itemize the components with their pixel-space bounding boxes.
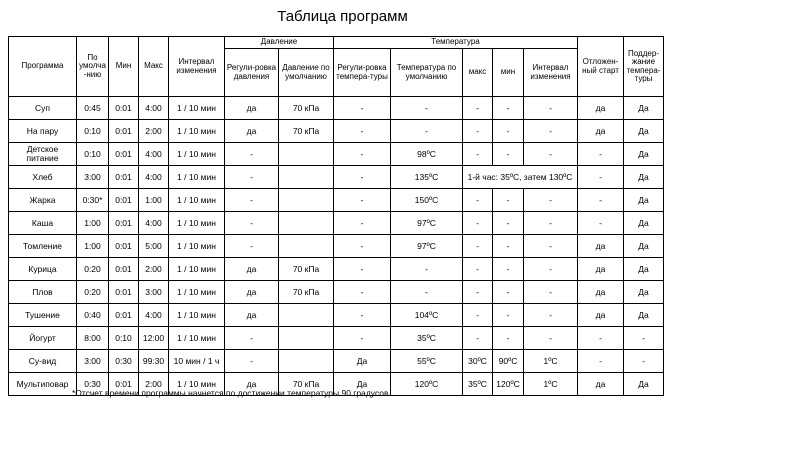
cell-temp-default: 98ºC — [391, 143, 463, 166]
cell-temp-interval: - — [524, 281, 578, 304]
cell-min: 0:01 — [109, 235, 139, 258]
cell-temp-interval: - — [524, 189, 578, 212]
cell-temp-min: - — [493, 120, 524, 143]
cell-delayed-start: да — [578, 373, 624, 396]
cell-max: 2:00 — [139, 120, 169, 143]
cell-keep-warm: - — [624, 350, 664, 373]
cell-delayed-start: - — [578, 350, 624, 373]
cell-min: 0:01 — [109, 281, 139, 304]
cell-max: 4:00 — [139, 304, 169, 327]
cell-min: 0:01 — [109, 212, 139, 235]
header-temp-adjust: Регули-ровка темпера-туры — [334, 49, 391, 97]
table-row — [9, 143, 664, 166]
cell-delayed-start: - — [578, 212, 624, 235]
table-row — [9, 235, 664, 258]
cell-temp-min: - — [493, 304, 524, 327]
cell-pressure-default — [279, 235, 334, 258]
cell-pressure-default — [279, 212, 334, 235]
cell-temp-min: - — [493, 327, 524, 350]
cell-temp-default: 104ºC — [391, 304, 463, 327]
cell-temp-min: - — [493, 212, 524, 235]
cell-pressure-default: 70 кПа — [279, 258, 334, 281]
cell-pressure-default — [279, 189, 334, 212]
cell-pressure-default — [279, 350, 334, 373]
cell-default-time: 0:20 — [77, 258, 109, 281]
cell-keep-warm: Да — [624, 166, 664, 189]
cell-temp-adjust: - — [334, 97, 391, 120]
cell-delayed-start: да — [578, 258, 624, 281]
cell-pressure-adjust: - — [225, 189, 279, 212]
table-row — [9, 166, 664, 189]
cell-temp-default: - — [391, 281, 463, 304]
cell-min: 0:01 — [109, 304, 139, 327]
cell-pressure-default — [279, 166, 334, 189]
cell-interval: 1 / 10 мин — [169, 189, 225, 212]
cell-temp-max: - — [463, 258, 493, 281]
cell-temp-max: 30ºC — [463, 350, 493, 373]
cell-temp-max: - — [463, 212, 493, 235]
table-row — [9, 189, 664, 212]
header-delayed-start: Отложен-ный старт — [578, 37, 624, 97]
cell-pressure-adjust: да — [225, 258, 279, 281]
cell-keep-warm: Да — [624, 258, 664, 281]
cell-min: 0:10 — [109, 327, 139, 350]
header-temp-interval: Интервал изменения — [524, 49, 578, 97]
cell-default-time: 1:00 — [77, 235, 109, 258]
table-row — [9, 327, 664, 350]
cell-temp-adjust: - — [334, 120, 391, 143]
cell-interval: 1 / 10 мин — [169, 304, 225, 327]
cell-max: 4:00 — [139, 97, 169, 120]
cell-program: Детское питание — [9, 143, 77, 166]
cell-interval: 1 / 10 мин — [169, 258, 225, 281]
cell-pressure-default — [279, 304, 334, 327]
header-pressure-default: Давление по умолчанию — [279, 49, 334, 97]
table-row — [9, 212, 664, 235]
cell-delayed-start: - — [578, 143, 624, 166]
cell-max: 99:30 — [139, 350, 169, 373]
cell-interval: 1 / 10 мин — [169, 143, 225, 166]
cell-default-time: 0:20 — [77, 281, 109, 304]
cell-keep-warm: Да — [624, 304, 664, 327]
cell-temp-interval: - — [524, 235, 578, 258]
cell-default-time: 1:00 — [77, 212, 109, 235]
cell-delayed-start: да — [578, 120, 624, 143]
cell-temp-default: 97ºC — [391, 235, 463, 258]
cell-pressure-adjust: да — [225, 120, 279, 143]
table-row — [9, 350, 664, 373]
cell-pressure-adjust: да — [225, 281, 279, 304]
cell-temp-default: 120ºC — [391, 373, 463, 396]
cell-temp-adjust: - — [334, 189, 391, 212]
header-max: Макс — [139, 37, 169, 97]
cell-pressure-adjust: - — [225, 350, 279, 373]
cell-temp-default: - — [391, 258, 463, 281]
cell-pressure-adjust: да — [225, 97, 279, 120]
cell-temp-interval: - — [524, 97, 578, 120]
header-default-time: По умолча-нию — [77, 37, 109, 97]
cell-max: 2:00 — [139, 373, 169, 396]
cell-default-time: 0:30 — [77, 373, 109, 396]
cell-interval: 1 / 10 мин — [169, 97, 225, 120]
cell-program: Мультиповар — [9, 373, 77, 396]
cell-temp-min: - — [493, 235, 524, 258]
cell-max: 4:00 — [139, 143, 169, 166]
cell-pressure-adjust: - — [225, 235, 279, 258]
cell-pressure-default: 70 кПа — [279, 97, 334, 120]
cell-temp-max: - — [463, 143, 493, 166]
cell-keep-warm: Да — [624, 143, 664, 166]
cell-temp-min: 120ºC — [493, 373, 524, 396]
cell-program: Томление — [9, 235, 77, 258]
cell-temp-adjust: - — [334, 327, 391, 350]
header-min: Мин — [109, 37, 139, 97]
cell-max: 3:00 — [139, 281, 169, 304]
cell-pressure-default: 70 кПа — [279, 281, 334, 304]
cell-temp-min: - — [493, 281, 524, 304]
cell-temp-interval: - — [524, 212, 578, 235]
cell-temp-note: 1-й час: 35ºC, затем 130ºC — [463, 166, 578, 189]
header-program: Программа — [9, 37, 77, 97]
cell-temp-max: 35ºC — [463, 373, 493, 396]
cell-pressure-default — [279, 327, 334, 350]
cell-temp-default: - — [391, 97, 463, 120]
header-interval: Интервал изменения — [169, 37, 225, 97]
cell-pressure-default: 70 кПа — [279, 373, 334, 396]
header-temp-max: макс — [463, 49, 493, 97]
cell-temp-interval: 1ºC — [524, 350, 578, 373]
cell-program: Йогурт — [9, 327, 77, 350]
cell-delayed-start: - — [578, 189, 624, 212]
cell-default-time: 3:00 — [77, 350, 109, 373]
table-row — [9, 97, 664, 120]
cell-max: 12:00 — [139, 327, 169, 350]
cell-delayed-start: да — [578, 281, 624, 304]
cell-temp-min: - — [493, 189, 524, 212]
cell-default-time: 0:40 — [77, 304, 109, 327]
cell-max: 4:00 — [139, 212, 169, 235]
cell-program: Хлеб — [9, 166, 77, 189]
cell-min: 0:01 — [109, 143, 139, 166]
page-title: Таблица программ — [277, 8, 408, 25]
cell-keep-warm: Да — [624, 189, 664, 212]
cell-temp-adjust: - — [334, 166, 391, 189]
cell-program: Су-вид — [9, 350, 77, 373]
programs-table-wrapper — [8, 36, 664, 396]
cell-temp-max: - — [463, 304, 493, 327]
cell-keep-warm: Да — [624, 373, 664, 396]
cell-interval: 1 / 10 мин — [169, 212, 225, 235]
cell-temp-max: - — [463, 235, 493, 258]
programs-table — [8, 36, 664, 396]
footnote: *Отсчет времени программы начнется по достижении температуры 90 градусов. — [72, 388, 391, 398]
cell-interval: 1 / 10 мин — [169, 120, 225, 143]
cell-program: Тушение — [9, 304, 77, 327]
header-temperature-group: Температура — [334, 37, 578, 49]
cell-max: 1:00 — [139, 189, 169, 212]
cell-pressure-adjust: да — [225, 304, 279, 327]
cell-min: 0:01 — [109, 120, 139, 143]
header-pressure-adjust: Регули-ровка давления — [225, 49, 279, 97]
cell-temp-default: 35ºC — [391, 327, 463, 350]
cell-pressure-adjust: - — [225, 327, 279, 350]
cell-keep-warm: Да — [624, 97, 664, 120]
cell-temp-interval: 1ºC — [524, 373, 578, 396]
cell-delayed-start: да — [578, 235, 624, 258]
cell-temp-default: 150ºC — [391, 189, 463, 212]
cell-pressure-adjust: - — [225, 166, 279, 189]
cell-program: Каша — [9, 212, 77, 235]
cell-program: Курица — [9, 258, 77, 281]
cell-program: Жарка — [9, 189, 77, 212]
cell-temp-default: 135ºC — [391, 166, 463, 189]
table-row — [9, 120, 664, 143]
cell-min: 0:01 — [109, 373, 139, 396]
cell-pressure-adjust: - — [225, 212, 279, 235]
cell-max: 2:00 — [139, 258, 169, 281]
header-temp-default: Температура по умолчанию — [391, 49, 463, 97]
cell-delayed-start: - — [578, 327, 624, 350]
cell-max: 5:00 — [139, 235, 169, 258]
cell-temp-adjust: - — [334, 235, 391, 258]
cell-temp-interval: - — [524, 258, 578, 281]
cell-temp-interval: - — [524, 327, 578, 350]
cell-temp-adjust: Да — [334, 350, 391, 373]
cell-delayed-start: - — [578, 166, 624, 189]
header-temp-min: мин — [493, 49, 524, 97]
cell-temp-max: - — [463, 97, 493, 120]
cell-temp-adjust: - — [334, 281, 391, 304]
table-row — [9, 258, 664, 281]
cell-temp-adjust: Да — [334, 373, 391, 396]
cell-temp-adjust: - — [334, 143, 391, 166]
cell-default-time: 0:10 — [77, 120, 109, 143]
cell-temp-default: 55ºC — [391, 350, 463, 373]
cell-temp-min: - — [493, 143, 524, 166]
cell-temp-adjust: - — [334, 212, 391, 235]
cell-temp-min: 90ºC — [493, 350, 524, 373]
cell-default-time: 0:10 — [77, 143, 109, 166]
cell-min: 0:01 — [109, 166, 139, 189]
cell-keep-warm: Да — [624, 212, 664, 235]
table-row — [9, 304, 664, 327]
cell-pressure-default: 70 кПа — [279, 120, 334, 143]
cell-temp-min: - — [493, 97, 524, 120]
cell-min: 0:01 — [109, 258, 139, 281]
cell-delayed-start: да — [578, 304, 624, 327]
cell-interval: 10 мин / 1 ч — [169, 350, 225, 373]
cell-temp-interval: - — [524, 304, 578, 327]
cell-interval: 1 / 10 мин — [169, 281, 225, 304]
cell-keep-warm: - — [624, 327, 664, 350]
cell-program: Плов — [9, 281, 77, 304]
cell-temp-interval: - — [524, 143, 578, 166]
cell-temp-min: - — [493, 258, 524, 281]
cell-temp-max: - — [463, 120, 493, 143]
cell-keep-warm: Да — [624, 281, 664, 304]
cell-keep-warm: Да — [624, 235, 664, 258]
cell-temp-interval: - — [524, 120, 578, 143]
cell-interval: 1 / 10 мин — [169, 373, 225, 396]
cell-default-time: 8:00 — [77, 327, 109, 350]
cell-temp-max: - — [463, 281, 493, 304]
cell-temp-default: - — [391, 120, 463, 143]
cell-interval: 1 / 10 мин — [169, 166, 225, 189]
cell-delayed-start: да — [578, 97, 624, 120]
cell-pressure-adjust: да — [225, 373, 279, 396]
cell-default-time: 0:45 — [77, 97, 109, 120]
cell-min: 0:01 — [109, 189, 139, 212]
cell-min: 0:30 — [109, 350, 139, 373]
cell-temp-adjust: - — [334, 304, 391, 327]
cell-interval: 1 / 10 мин — [169, 327, 225, 350]
table-row — [9, 281, 664, 304]
cell-interval: 1 / 10 мин — [169, 235, 225, 258]
header-pressure-group: Давление — [225, 37, 334, 49]
cell-pressure-adjust: - — [225, 143, 279, 166]
cell-temp-adjust: - — [334, 258, 391, 281]
cell-default-time: 3:00 — [77, 166, 109, 189]
cell-max: 4:00 — [139, 166, 169, 189]
header-keep-warm: Поддер-жание темпера-туры — [624, 37, 664, 97]
cell-temp-max: - — [463, 189, 493, 212]
cell-default-time: 0:30* — [77, 189, 109, 212]
cell-temp-default: 97ºC — [391, 212, 463, 235]
cell-keep-warm: Да — [624, 120, 664, 143]
cell-pressure-default — [279, 143, 334, 166]
cell-temp-max: - — [463, 327, 493, 350]
cell-min: 0:01 — [109, 97, 139, 120]
cell-program: На пару — [9, 120, 77, 143]
cell-program: Суп — [9, 97, 77, 120]
